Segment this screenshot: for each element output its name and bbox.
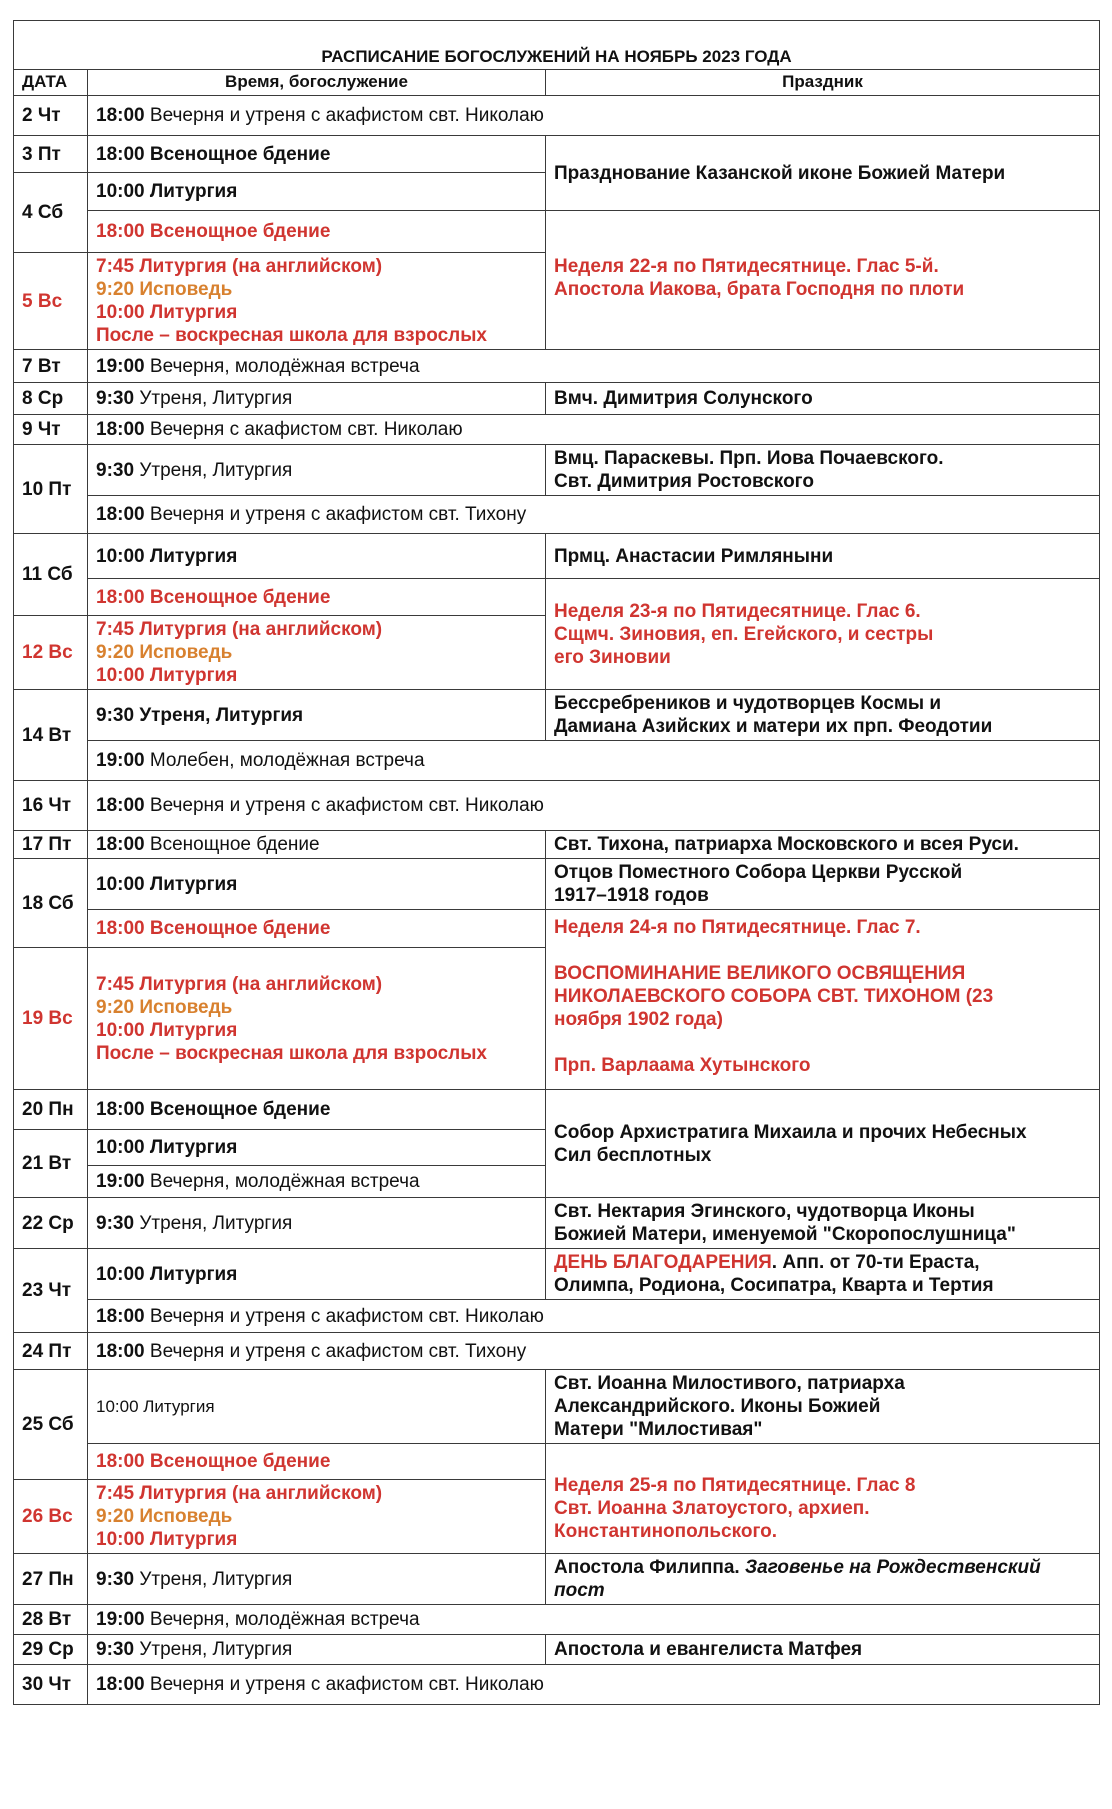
feast-line: Олимпа, Родиона, Сосипатра, Кварта и Тертия — [554, 1275, 994, 1296]
service-cell — [88, 211, 546, 253]
service-time: 18:00 — [96, 1451, 145, 1472]
title-row — [14, 21, 1100, 70]
feast-cell: Празднование Казанской иконе Божией Матери — [546, 136, 1100, 211]
service-time: 18:00 — [96, 795, 145, 816]
page-title: РАСПИСАНИЕ БОГОСЛУЖЕНИЙ НА НОЯБРЬ 2023 ГОДА — [14, 21, 1100, 70]
service-cell — [88, 1554, 546, 1605]
service-cell — [88, 1090, 546, 1130]
table-row — [14, 1605, 1100, 1635]
service-cell — [88, 579, 546, 616]
service-cell: 10:00 Литургия — [88, 1370, 546, 1444]
service-text: Всенощное бдение — [149, 918, 331, 939]
service-cell — [88, 1130, 546, 1166]
date-cell: 10 Пт — [14, 445, 88, 534]
table-row — [14, 1090, 1100, 1130]
service-cell — [88, 1444, 546, 1480]
feast-cell — [546, 1090, 1100, 1198]
feast-line: Дамиана Азийских и матери их прп. Феодотии — [554, 716, 993, 737]
service-time: 18:00 — [96, 586, 145, 608]
feast-cell — [546, 579, 1100, 690]
service-time: 9:20 — [96, 279, 135, 300]
service-text: Вечерня, молодёжная встреча — [149, 1171, 420, 1192]
header-service: Время, богослужение — [88, 70, 546, 96]
feast-line: Константинопольского. — [554, 1521, 777, 1542]
table-row — [14, 1370, 1100, 1444]
service-line — [96, 278, 537, 301]
service-text: Исповедь — [139, 1506, 233, 1527]
service-time: 19:00 — [96, 355, 145, 377]
service-cell — [88, 616, 546, 690]
service-time: 9:20 — [96, 642, 135, 663]
feast-cell — [546, 690, 1100, 741]
service-text: Утреня, Литургия — [139, 704, 304, 726]
service-cell — [88, 136, 546, 173]
service-cell — [88, 690, 546, 741]
service-line — [96, 255, 537, 278]
service-line — [96, 996, 537, 1019]
feast-cell — [546, 445, 1100, 496]
service-line: После – воскресная школа для взрослых — [96, 325, 488, 346]
feast-line: Свт. Нектария Эгинского, чудотворца Иконы — [554, 1201, 975, 1222]
feast-cell — [546, 211, 1100, 350]
feast-cell — [546, 1554, 1100, 1605]
feast-line: Матери "Милостивая" — [554, 1419, 763, 1440]
service-time: 18:00 — [96, 1305, 145, 1327]
date-cell: 29 Ср — [14, 1635, 88, 1665]
service-time: 7:45 — [96, 973, 135, 995]
date-cell: 28 Вт — [14, 1605, 88, 1635]
service-cell — [88, 1300, 1100, 1333]
table-row — [14, 910, 1100, 948]
service-cell — [88, 1198, 546, 1249]
service-time: 9:20 — [96, 996, 135, 1018]
feast-line: ВОСПОМИНАНИЕ ВЕЛИКОГО ОСВЯЩЕНИЯ — [554, 963, 966, 984]
service-time: 18:00 — [96, 221, 145, 242]
service-time: 18:00 — [96, 504, 145, 525]
date-cell: 14 Вт — [14, 690, 88, 781]
service-time: 10:00 — [96, 545, 145, 567]
table-row — [14, 1198, 1100, 1249]
header-feast: Праздник — [546, 70, 1100, 96]
service-cell — [88, 741, 1100, 781]
feast-cell: Прмц. Анастасии Римляныни — [546, 534, 1100, 579]
service-time: 19:00 — [96, 1609, 145, 1630]
date-cell: 5 Вс — [14, 253, 88, 350]
date-cell: 26 Вс — [14, 1480, 88, 1554]
service-text: Всенощное бдение — [149, 1451, 331, 1472]
date-cell: 20 Пн — [14, 1090, 88, 1130]
feast-line: ноября 1902 года) — [554, 1009, 723, 1030]
service-time: 10:00 — [96, 302, 145, 323]
service-time: 9:30 — [96, 1212, 135, 1234]
table-row — [14, 831, 1100, 859]
date-cell: 24 Пт — [14, 1333, 88, 1370]
service-text: Литургия (на английском) — [139, 973, 383, 995]
thanksgiving-label: ДЕНЬ БЛАГОДАРЕНИЯ — [554, 1252, 772, 1273]
feast-text: Апостола Филиппа. — [554, 1557, 745, 1578]
service-time: 18:00 — [96, 1099, 145, 1120]
date-cell: 23 Чт — [14, 1249, 88, 1333]
header-date: ДАТА — [14, 70, 88, 96]
feast-line: Александрийского. Иконы Божией — [554, 1396, 881, 1417]
service-time: 10:00 — [96, 1019, 145, 1041]
service-text: Вечерня с акафистом свт. Николаю — [149, 419, 463, 440]
table-row — [14, 1444, 1100, 1480]
service-text: Литургия — [149, 181, 238, 202]
feast-line: Вмц. Параскевы. Прп. Иова Почаевского. — [554, 448, 944, 469]
table-row — [14, 579, 1100, 616]
feast-cell — [546, 1444, 1100, 1554]
table-row — [14, 350, 1100, 383]
feast-line: Отцов Поместного Собора Церкви Русской — [554, 862, 963, 883]
service-cell — [88, 1249, 546, 1300]
service-line: После – воскресная школа для взрослых — [96, 1042, 488, 1064]
service-cell — [88, 350, 1100, 383]
service-time: 10:00 — [96, 181, 145, 202]
service-time: 18:00 — [96, 419, 145, 440]
feast-cell — [546, 1198, 1100, 1249]
service-text: Утреня, Литургия — [139, 1568, 293, 1590]
service-cell — [88, 96, 1100, 136]
service-text: Литургия — [149, 873, 238, 895]
date-cell: 27 Пн — [14, 1554, 88, 1605]
table-row — [14, 415, 1100, 445]
service-cell — [88, 859, 546, 910]
service-cell — [88, 496, 1100, 534]
feast-line: Свт. Иоанна Златоустого, архиеп. — [554, 1498, 870, 1519]
service-line — [96, 301, 537, 324]
service-time: 9:20 — [96, 1506, 135, 1527]
feast-text: . Апп. от 70-ти Ераста, — [771, 1252, 980, 1273]
service-time: 7:45 — [96, 256, 135, 277]
service-time: 10:00 — [96, 873, 145, 895]
service-time: 10:00 — [96, 1529, 145, 1550]
date-cell: 16 Чт — [14, 781, 88, 831]
feast-line: Неделя 25-я по Пятидесятнице. Глас 8 — [554, 1475, 916, 1496]
service-time: 9:30 — [96, 1568, 135, 1590]
service-line — [96, 1528, 537, 1551]
table-row — [14, 96, 1100, 136]
service-text: Всенощное бдение — [149, 1099, 331, 1120]
service-line — [96, 1482, 537, 1505]
feast-line: Божией Матери, именуемой "Скоропослушница" — [554, 1224, 1016, 1245]
service-time: 9:30 — [96, 1639, 135, 1660]
service-text: Вечерня и утреня с акафистом свт. Николаю — [149, 1305, 544, 1327]
service-cell — [88, 948, 546, 1090]
feast-line: Прп. Варлаама Хутынского — [554, 1055, 811, 1076]
service-line — [96, 664, 537, 687]
feast-line: НИКОЛАЕВСКОГО СОБОРА СВТ. ТИХОНОМ (23 — [554, 986, 994, 1007]
date-cell: 19 Вс — [14, 948, 88, 1090]
feast-line: Свт. Иоанна Милостивого, патриарха — [554, 1373, 905, 1394]
service-time: 10:00 — [96, 1137, 145, 1158]
header-row — [14, 70, 1100, 96]
service-text: Утреня, Литургия — [139, 459, 293, 481]
feast-line: Неделя 22-я по Пятидесятнице. Глас 5-й. — [554, 256, 939, 277]
table-row — [14, 136, 1100, 173]
service-line — [96, 641, 537, 664]
service-cell — [88, 253, 546, 350]
service-cell — [88, 415, 1100, 445]
date-cell: 11 Сб — [14, 534, 88, 616]
table-row — [14, 1300, 1100, 1333]
service-text: Вечерня, молодёжная встреча — [149, 355, 420, 377]
service-line — [96, 1505, 537, 1528]
feast-cell — [546, 1370, 1100, 1444]
table-row — [14, 534, 1100, 579]
service-time: 9:30 — [96, 704, 135, 726]
feast-line: Сил бесплотных — [554, 1144, 712, 1166]
service-line — [96, 618, 537, 641]
feast-cell — [546, 910, 1100, 1090]
date-cell: 2 Чт — [14, 96, 88, 136]
table-row — [14, 781, 1100, 831]
service-time: 10:00 — [96, 1263, 145, 1285]
service-text: Всенощное бдение — [149, 143, 331, 165]
date-cell: 7 Вт — [14, 350, 88, 383]
service-text: Молебен, молодёжная встреча — [149, 750, 425, 771]
service-cell — [88, 831, 546, 859]
feast-line: Бессребреников и чудотворцев Космы и — [554, 693, 942, 714]
service-time: 18:00 — [96, 1674, 145, 1695]
date-cell: 12 Вс — [14, 616, 88, 690]
service-cell — [88, 445, 546, 496]
feast-line — [554, 1556, 1091, 1579]
service-cell — [88, 1166, 546, 1198]
date-cell: 4 Сб — [14, 173, 88, 253]
service-time: 7:45 — [96, 1483, 135, 1504]
service-line — [96, 973, 537, 996]
date-cell: 8 Ср — [14, 383, 88, 415]
feast-line — [554, 1251, 1091, 1274]
service-text: Всенощное бдение — [149, 586, 331, 608]
table-row — [14, 1665, 1100, 1705]
service-time: 18:00 — [96, 143, 145, 165]
service-text: Утреня, Литургия — [139, 1639, 293, 1660]
schedule-table — [13, 20, 1100, 1705]
service-text: Литургия — [149, 665, 238, 686]
service-cell — [88, 1333, 1100, 1370]
service-time: 9:30 — [96, 388, 135, 409]
service-text: Литургия — [149, 1019, 238, 1041]
table-row — [14, 445, 1100, 496]
service-cell — [88, 781, 1100, 831]
table-row — [14, 1554, 1100, 1605]
service-text: Литургия — [149, 545, 238, 567]
date-cell: 25 Сб — [14, 1370, 88, 1480]
feast-cell: Вмч. Димитрия Солунского — [546, 383, 1100, 415]
service-text: Вечерня и утреня с акафистом свт. Николаю — [149, 105, 544, 126]
table-row — [14, 496, 1100, 534]
feast-cell — [546, 859, 1100, 910]
date-cell: 3 Пт — [14, 136, 88, 173]
date-cell: 21 Вт — [14, 1130, 88, 1198]
service-cell — [88, 1480, 546, 1554]
date-cell: 30 Чт — [14, 1665, 88, 1705]
schedule-sheet — [13, 20, 1099, 1705]
date-cell: 18 Сб — [14, 859, 88, 948]
service-text: Вечерня и утреня с акафистом свт. Тихону — [149, 504, 527, 525]
feast-cell: Свт. Тихона, патриарха Московского и всея Руси. — [546, 831, 1100, 859]
service-cell — [88, 1665, 1100, 1705]
service-text: Всенощное бдение — [149, 834, 320, 855]
service-text: Исповедь — [139, 642, 233, 663]
service-time: 7:45 — [96, 619, 135, 640]
service-line — [96, 1019, 537, 1042]
service-time: 19:00 — [96, 750, 145, 771]
date-cell: 22 Ср — [14, 1198, 88, 1249]
service-text: Вечерня и утреня с акафистом свт. Николаю — [149, 1674, 544, 1695]
feast-line: 1917–1918 годов — [554, 885, 709, 906]
service-text: Исповедь — [139, 996, 233, 1018]
service-time: 18:00 — [96, 105, 145, 126]
feast-line: пост — [554, 1580, 605, 1601]
service-cell — [88, 910, 546, 948]
service-time: 9:30 — [96, 459, 135, 481]
service-text: Исповедь — [139, 279, 233, 300]
service-cell — [88, 534, 546, 579]
table-row — [14, 859, 1100, 910]
service-text: Литургия — [149, 1137, 238, 1158]
table-row — [14, 1635, 1100, 1665]
service-text: Вечерня и утреня с акафистом свт. Тихону — [149, 1340, 527, 1362]
service-cell — [88, 173, 546, 211]
feast-line: Неделя 24-я по Пятидесятнице. Глас 7. — [554, 917, 921, 938]
service-text: Вечерня и утреня с акафистом свт. Николаю — [149, 795, 544, 816]
service-text: Литургия — [149, 1529, 238, 1550]
service-text: Литургия — [149, 1263, 238, 1285]
feast-line: его Зиновии — [554, 646, 671, 668]
service-text: Литургия (на английском) — [139, 256, 383, 277]
date-cell: 9 Чт — [14, 415, 88, 445]
service-cell — [88, 1605, 1100, 1635]
fast-note: Заговенье на Рождественский — [744, 1557, 1041, 1578]
feast-cell: Апостола и евангелиста Матфея — [546, 1635, 1100, 1665]
feast-line: Апостола Иакова, брата Господня по плоти — [554, 279, 965, 300]
service-text: Литургия (на английском) — [139, 619, 383, 640]
table-row — [14, 383, 1100, 415]
service-time: 19:00 — [96, 1171, 145, 1192]
feast-line: Собор Архистратига Михаила и прочих Небесных — [554, 1121, 1027, 1143]
service-text: Литургия (на английском) — [139, 1483, 383, 1504]
service-text: Вечерня, молодёжная встреча — [149, 1609, 420, 1630]
service-text: Утреня, Литургия — [139, 388, 293, 409]
table-row — [14, 211, 1100, 253]
service-time: 18:00 — [96, 834, 145, 855]
feast-line: Неделя 23-я по Пятидесятнице. Глас 6. — [554, 600, 921, 622]
service-cell — [88, 1635, 546, 1665]
service-time: 10:00 — [96, 665, 145, 686]
service-cell — [88, 383, 546, 415]
table-row — [14, 690, 1100, 741]
feast-line: Сщмч. Зиновия, еп. Егейского, и сестры — [554, 623, 934, 645]
feast-cell — [546, 1249, 1100, 1300]
table-row — [14, 741, 1100, 781]
feast-line: Свт. Димитрия Ростовского — [554, 471, 814, 492]
service-text: Всенощное бдение — [149, 221, 331, 242]
service-time: 18:00 — [96, 1340, 145, 1362]
table-row — [14, 1333, 1100, 1370]
service-text: Утреня, Литургия — [139, 1212, 293, 1234]
service-time: 18:00 — [96, 918, 145, 939]
date-cell: 17 Пт — [14, 831, 88, 859]
service-text: Литургия — [149, 302, 238, 323]
table-row — [14, 1249, 1100, 1300]
